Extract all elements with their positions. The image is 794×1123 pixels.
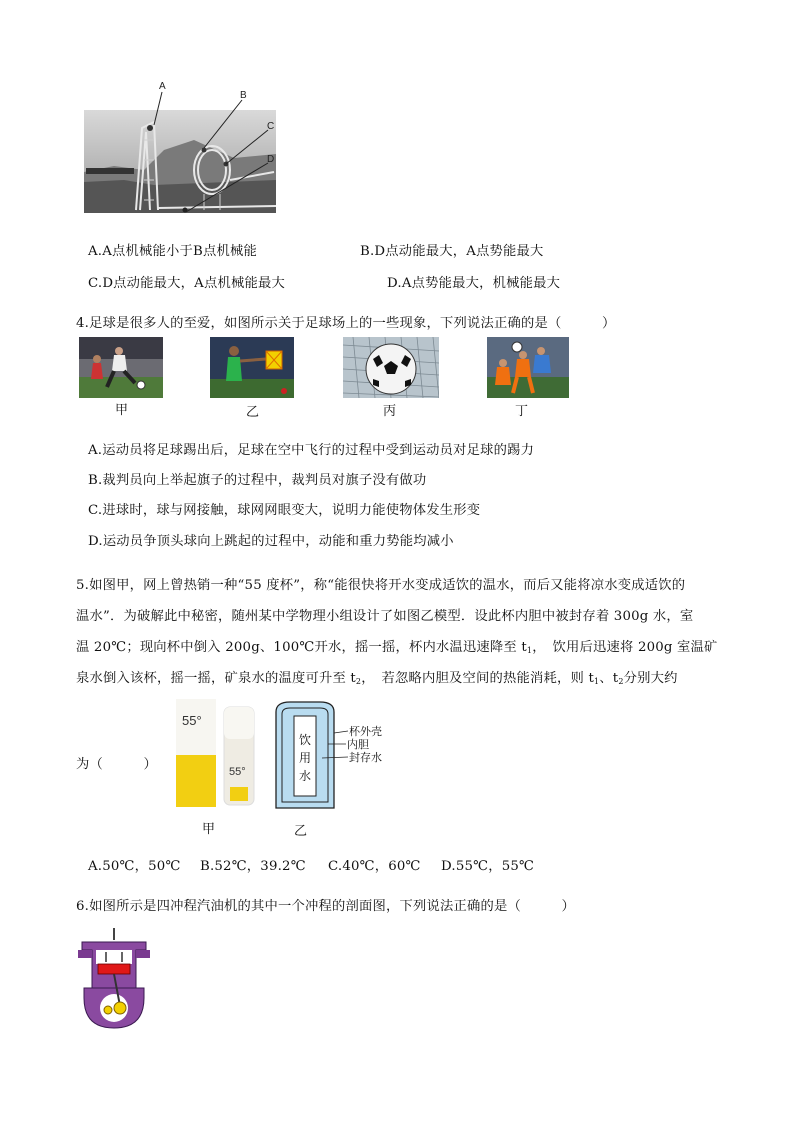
cup-55-photo bbox=[172, 695, 262, 811]
q5-stem-line3: 温 20℃；现向杯中倒入 200g、100℃开水，摇一摇，杯内水温迅速降至 $t_1$， 饮用后迅速将 200g 室温矿 bbox=[76, 640, 718, 655]
label-liner: 内胆 bbox=[347, 739, 369, 751]
football-kick-photo bbox=[79, 337, 163, 398]
q4-stem: 4.足球是很多人的至爱，如图所示关于足球场上的一些现象，下列说法正确的是（ ） bbox=[76, 316, 616, 331]
referee-flag-photo bbox=[210, 337, 294, 398]
cup-label: 55° bbox=[182, 713, 202, 728]
label-d: D bbox=[267, 154, 275, 165]
q3-option-d: D.A点势能最大，机械能最大 bbox=[387, 276, 561, 291]
q4-option-b: B.裁判员向上举起旗子的过程中，裁判员对旗子没有做功 bbox=[88, 473, 427, 488]
q5-stem-line4: 泉水倒入该杯，摇一摇，矿泉水的温度可升至 $t_2$， 若忽略内胆及空间的热能消耗，则 $t_1$、$t_2$分别大约 bbox=[76, 671, 678, 686]
svg-text:饮: 饮 bbox=[299, 733, 312, 747]
q5-stem-line5: 为（ ） bbox=[76, 757, 157, 772]
label-b: B bbox=[240, 90, 247, 101]
ball-net-photo bbox=[343, 337, 439, 398]
q5-option-b: B.52℃，39.2℃ bbox=[200, 859, 306, 874]
svg-text:水: 水 bbox=[299, 769, 312, 783]
engine-cross-section bbox=[74, 928, 154, 1032]
caption-ding: 丁 bbox=[515, 404, 529, 419]
header-jump-photo bbox=[487, 337, 569, 398]
cup-diagram bbox=[270, 700, 400, 815]
q5-option-d: D.55℃，55℃ bbox=[441, 859, 535, 874]
q4-option-a: A.运动员将足球踢出后，足球在空中飞行的过程中受到运动员对足球的踢力 bbox=[88, 443, 535, 458]
q5-stem-line2: 温水”．为破解此中秘密，随州某中学物理小组设计了如图乙模型．设此杯内胆中被封存着 300g 水，室 bbox=[76, 609, 694, 624]
caption-jia-cup: 甲 bbox=[202, 822, 216, 837]
q3-option-a: A.A点机械能小于B点机械能 bbox=[88, 244, 257, 259]
q6-stem: 6.如图所示是四冲程汽油机的其中一个冲程的剖面图，下列说法正确的是（ ） bbox=[76, 899, 575, 914]
roller-coaster-pointers bbox=[140, 78, 290, 218]
label-a: A bbox=[159, 81, 166, 92]
label-sealed-water: 封存水 bbox=[349, 752, 382, 764]
q3-option-c: C.D点动能最大，A点机械能最大 bbox=[88, 276, 285, 291]
q3-option-b: B.D点动能最大，A点势能最大 bbox=[360, 244, 544, 259]
label-c: C bbox=[267, 121, 275, 132]
q5-option-a: A.50℃，50℃ bbox=[88, 859, 181, 874]
svg-text:用: 用 bbox=[299, 751, 312, 765]
caption-jia: 甲 bbox=[115, 403, 129, 418]
q4-option-c: C.进球时，球与网接触，球网网眼变大，说明力能使物体发生形变 bbox=[88, 503, 481, 518]
label-shell: 杯外壳 bbox=[349, 726, 382, 738]
q5-option-c: C.40℃，60℃ bbox=[328, 859, 421, 874]
q5-stem-line1: 5.如图甲，网上曾热销一种“55 度杯”，称“能很快将开水变成适饮的温水，而后又能将凉水变成适饮的 bbox=[76, 578, 686, 593]
caption-yi: 乙 bbox=[246, 405, 260, 420]
small-cup-label: 55° bbox=[229, 766, 246, 778]
caption-yi-diagram: 乙 bbox=[294, 824, 308, 839]
caption-bing: 丙 bbox=[383, 404, 397, 419]
q4-option-d: D.运动员争顶头球向上跳起的过程中，动能和重力势能均减小 bbox=[88, 534, 454, 549]
